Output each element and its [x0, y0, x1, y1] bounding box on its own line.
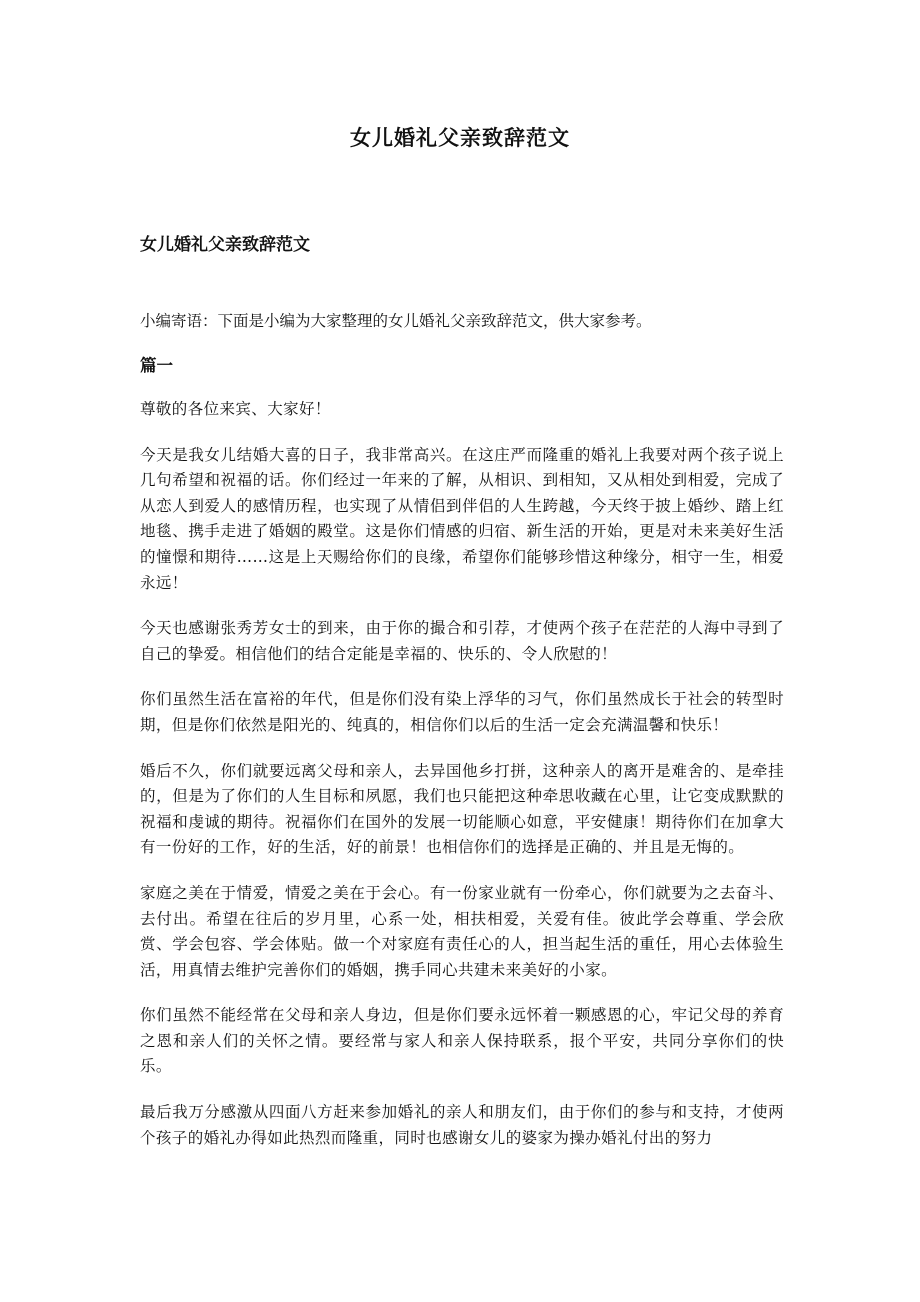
- paragraph: 你们虽然不能经常在父母和亲人身边，但是你们要永远怀着一颗感恩的心，牢记父母的养育之恩和亲人们的关怀之情。要经常与家人和亲人保持联系，报个平安，共同分享你们的快乐。: [140, 1006, 784, 1076]
- paragraph: 最后我万分感激从四面八方赶来参加婚礼的亲人和朋友们，由于你们的参与和支持，才使两个孩子的婚礼办得如此热烈而隆重，同时也感谢女儿的婆家为操办婚礼付出的努力: [140, 1103, 784, 1147]
- article-subtitle: 女儿婚礼父亲致辞范文: [140, 235, 310, 255]
- section-heading: 篇一: [140, 356, 173, 375]
- document-title: 女儿婚礼父亲致辞范文: [350, 125, 570, 150]
- paragraph: 婚后不久，你们就要远离父母和亲人，去异国他乡打拼，这种亲人的离开是难舍的、是牵挂的，但是为了你们的人生目标和夙愿，我们也只能把这种牵思收藏在心里，让它变成默默的祝福和虔诚的期待。祝福你们在国外的发展一切能顺心如意，平安健康！期待你们在加拿大有一份好的工作，好的生活，好的前景！也相信你们的选择是正确的、并且是无悔的。: [140, 761, 784, 857]
- document-body: [140, 232, 784, 1171]
- paragraph: 家庭之美在于情爱，情爱之美在于会心。有一份家业就有一份牵心，你们就要为之去奋斗、去付出。希望在往后的岁月里，心系一处，相扶相爱，关爱有佳。彼此学会尊重、学会欣赏、学会包容、学会体贴。做一个对家庭有责任心的人，担当起生活的重任，用心去体验生活，用真情去维护完善你们的婚姻，携手同心共建未来美好的小家。: [140, 883, 784, 979]
- editor-intro: 小编寄语：下面是小编为大家整理的女儿婚礼父亲致辞范文，供大家参考。: [140, 312, 652, 330]
- paragraph: 今天也感谢张秀芳女士的到来，由于你的撮合和引荐，才使两个孩子在茫茫的人海中寻到了自己的挚爱。相信他们的结合定能是幸福的、快乐的、令人欣慰的！: [140, 619, 784, 663]
- paragraph: 你们虽然生活在富裕的年代，但是你们没有染上浮华的习气，你们虽然成长于社会的转型时期，但是你们依然是阳光的、纯真的，相信你们以后的生活一定会充满温馨和快乐！: [140, 690, 784, 734]
- paragraph: 今天是我女儿结婚大喜的日子，我非常高兴。在这庄严而隆重的婚礼上我要对两个孩子说上几句希望和祝福的话。你们经过一年来的了解，从相识、到相知，又从相处到相爱，完成了从恋人到爱人的感情历程，也实现了从情侣到伴侣的人生跨越，今天终于披上婚纱、踏上红地毯、携手走进了婚姻的殿堂。这是你们情感的归宿、新生活的开始，更是对未来美好生活的憧憬和期待……这是上天赐给你们的良缘，希望你们能够珍惜这种缘分，相守一生，相爱永远！: [140, 445, 784, 592]
- paragraph: 尊敬的各位来宾、大家好！: [140, 400, 331, 418]
